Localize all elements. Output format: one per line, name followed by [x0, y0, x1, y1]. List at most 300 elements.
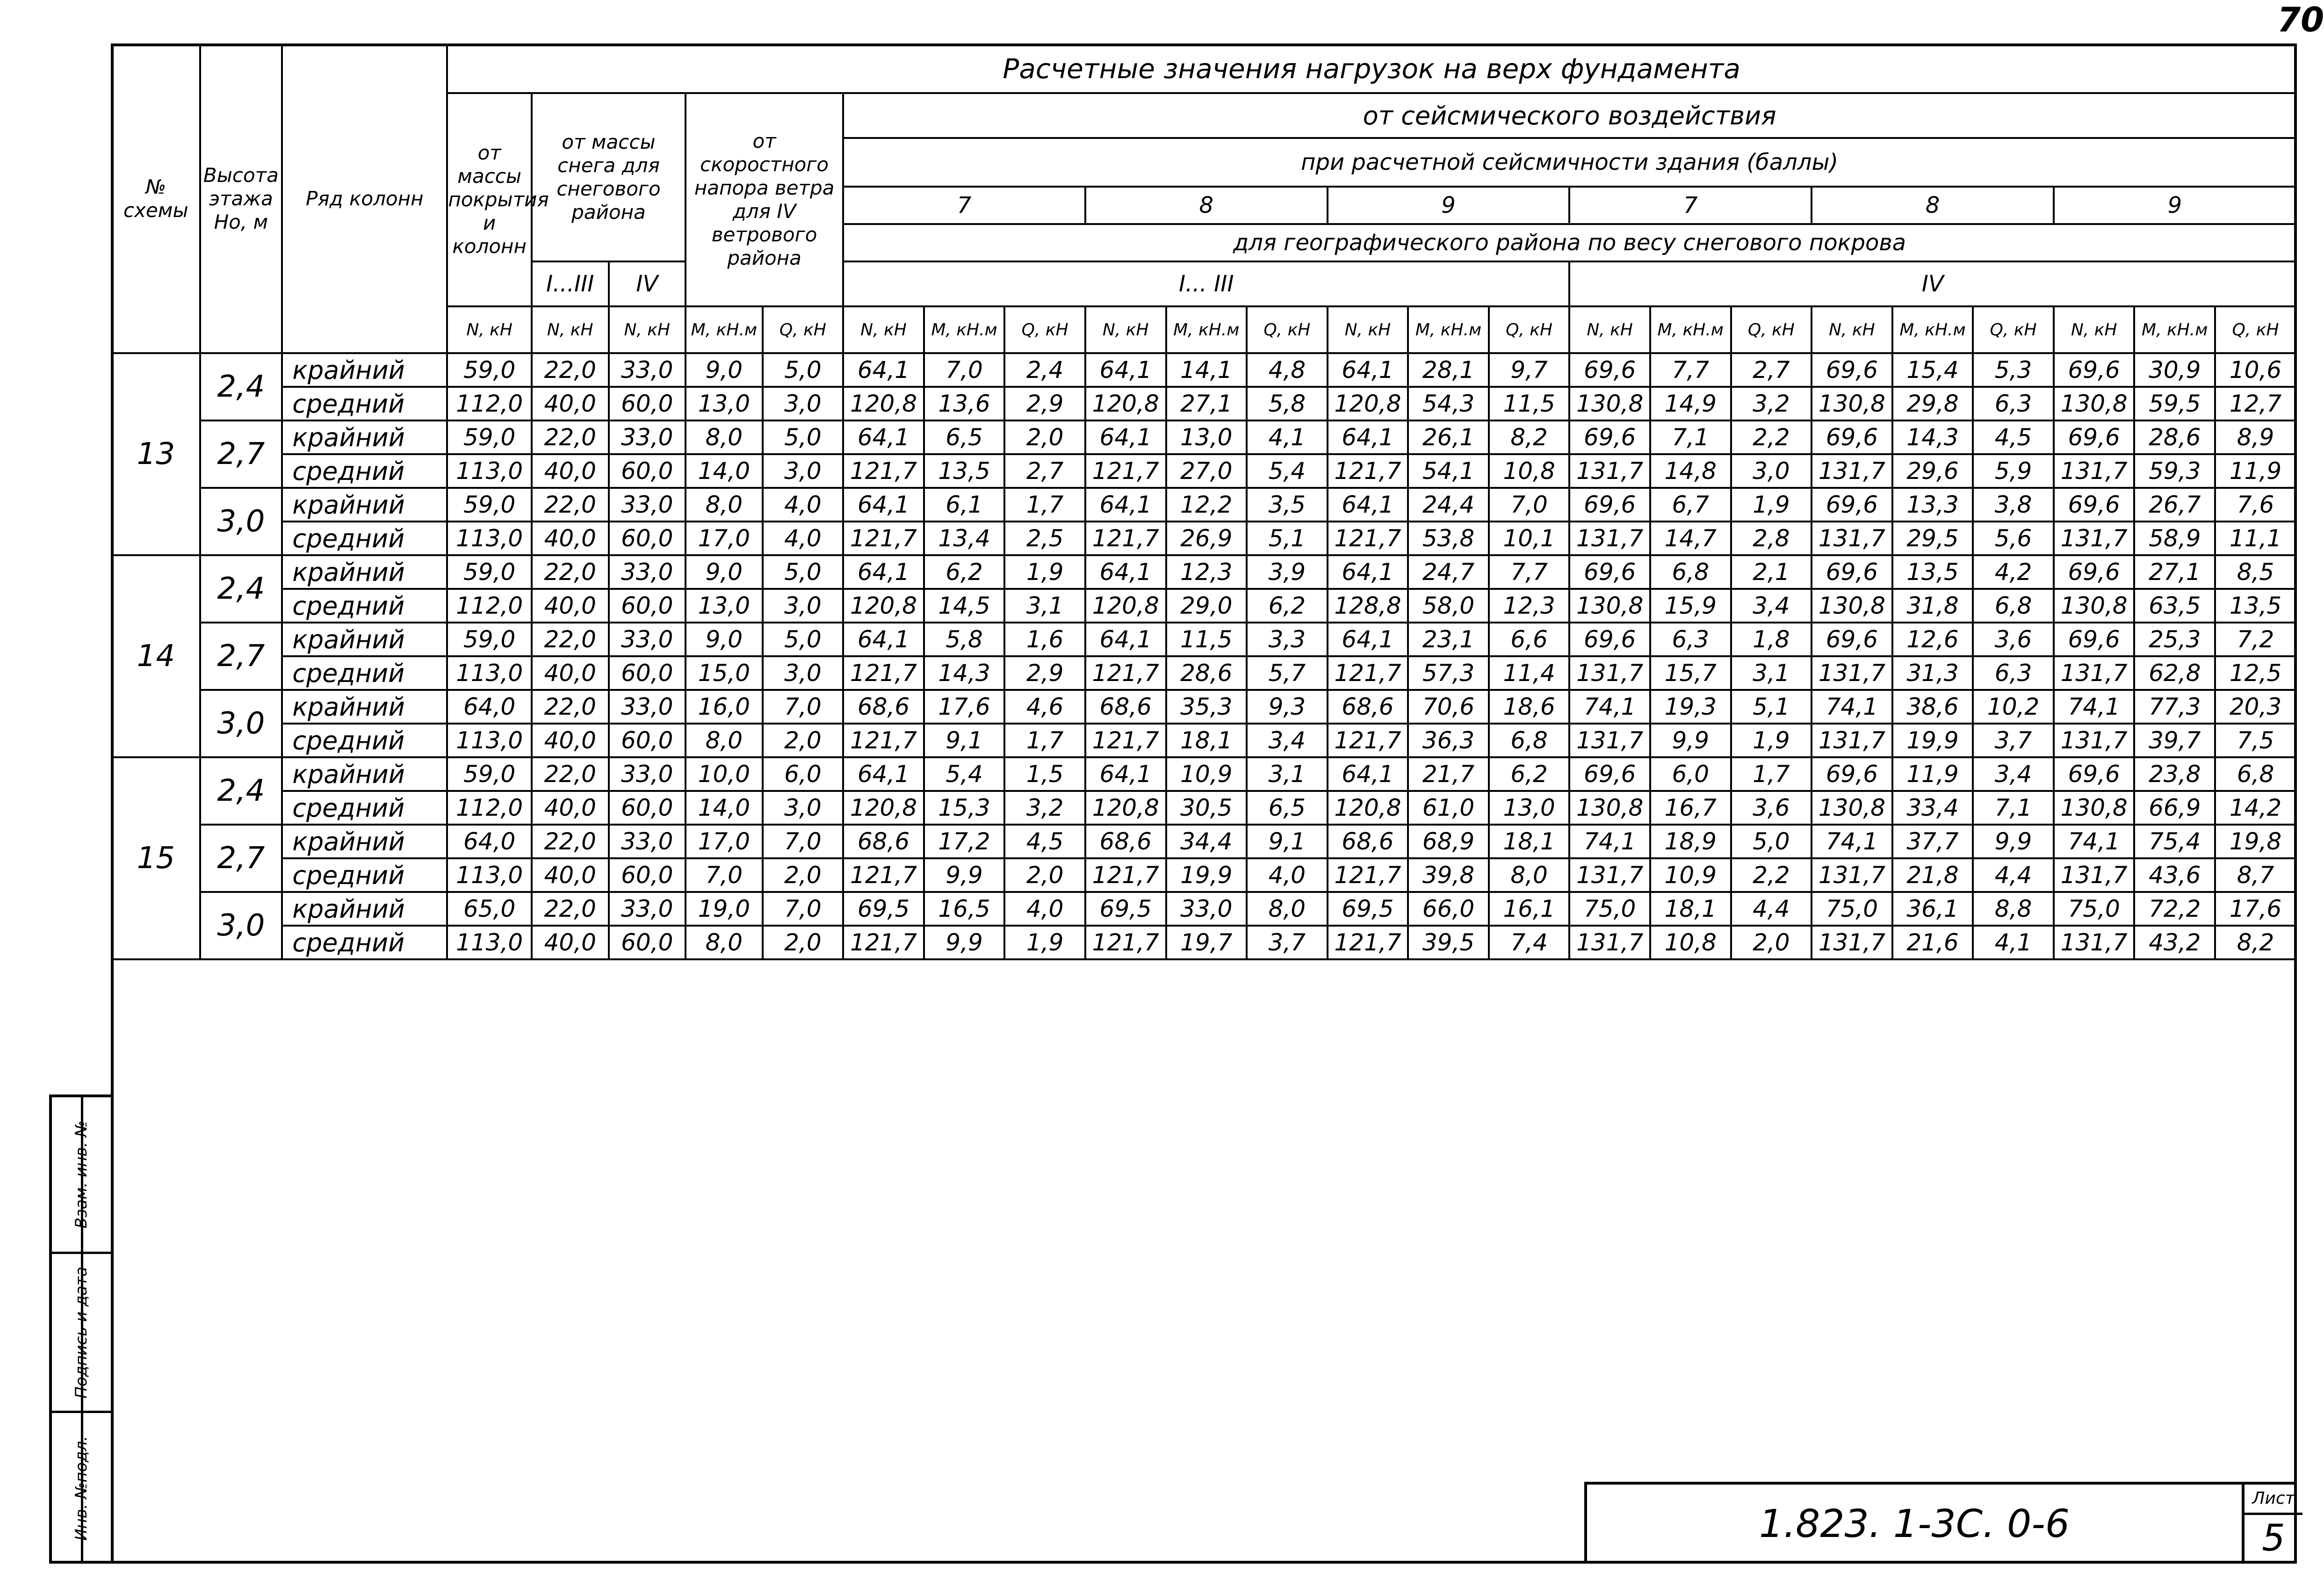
table-cell: 64,1: [843, 420, 924, 454]
table-cell: 3,1: [1247, 757, 1328, 791]
table-cell: 9,3: [1247, 690, 1328, 724]
table-row: [112, 488, 2296, 522]
table-cell: 68,6: [843, 690, 924, 724]
table-cell: 28,1: [1408, 353, 1489, 387]
table-cell: 11,9: [1892, 757, 1973, 791]
table-cell: 131,7: [1812, 454, 1892, 488]
floor-height-value: 3,0: [200, 892, 282, 959]
table-cell: 113,0: [447, 454, 532, 488]
inv-orig-cell: [52, 1411, 111, 1564]
table-cell: 5,4: [1247, 454, 1328, 488]
page-number: 70: [2277, 0, 2324, 39]
table-cell: 70,6: [1408, 690, 1489, 724]
table-cell: 9,9: [1650, 724, 1731, 757]
column-row-label: средний: [282, 589, 447, 623]
table-cell: 131,7: [1812, 926, 1892, 959]
table-cell: 68,6: [1328, 825, 1408, 858]
table-cell: 10,0: [686, 757, 763, 791]
table-cell: 6,7: [1650, 488, 1731, 522]
table-cell: 8,9: [2215, 420, 2296, 454]
table-cell: 3,4: [1731, 589, 1812, 623]
table-cell: 3,7: [1247, 926, 1328, 959]
header-grade: 8: [1085, 187, 1328, 224]
table-cell: 43,2: [2134, 926, 2215, 959]
table-cell: 2,0: [1731, 926, 1812, 959]
header-unit: Q, кН: [2215, 306, 2296, 353]
table-cell: 7,0: [1489, 488, 1570, 522]
table-cell: 66,9: [2134, 791, 2215, 825]
table-cell: 22,0: [532, 488, 609, 522]
table-cell: 3,5: [1247, 488, 1328, 522]
table-cell: 10,6: [2215, 353, 2296, 387]
table-cell: 69,6: [1812, 420, 1892, 454]
table-cell: 39,7: [2134, 724, 2215, 757]
table-cell: 21,7: [1408, 757, 1489, 791]
table-cell: 8,0: [686, 926, 763, 959]
table-cell: 120,8: [843, 387, 924, 420]
table-cell: 69,6: [2054, 488, 2135, 522]
table-cell: 33,0: [609, 353, 686, 387]
table-cell: 43,6: [2134, 858, 2215, 892]
table-cell: 17,0: [686, 522, 763, 555]
table-cell: 40,0: [532, 858, 609, 892]
table-cell: 121,7: [1328, 724, 1408, 757]
table-cell: 9,0: [686, 555, 763, 589]
table-cell: 33,0: [609, 488, 686, 522]
table-cell: 5,3: [1973, 353, 2054, 387]
table-cell: 5,6: [1973, 522, 2054, 555]
table-cell: 64,1: [1085, 555, 1166, 589]
table-cell: 69,6: [2054, 623, 2135, 656]
table-cell: 64,1: [843, 353, 924, 387]
table-cell: 3,7: [1973, 724, 2054, 757]
table-cell: 22,0: [532, 353, 609, 387]
table-cell: 4,4: [1731, 892, 1812, 926]
table-cell: 5,7: [1247, 656, 1328, 690]
table-cell: 60,0: [609, 589, 686, 623]
table-cell: 13,5: [2215, 589, 2296, 623]
table-cell: 131,7: [1569, 522, 1650, 555]
table-cell: 14,5: [924, 589, 1005, 623]
table-cell: 9,0: [686, 353, 763, 387]
table-cell: 130,8: [1812, 589, 1892, 623]
table-cell: 5,4: [924, 757, 1005, 791]
table-cell: 11,4: [1489, 656, 1570, 690]
table-cell: 131,7: [1569, 454, 1650, 488]
header-unit: N, кН: [1085, 306, 1166, 353]
table-cell: 7,1: [1973, 791, 2054, 825]
table-cell: 6,2: [924, 555, 1005, 589]
table-cell: 7,0: [763, 892, 844, 926]
table-cell: 13,0: [1489, 791, 1570, 825]
table-cell: 7,2: [2215, 623, 2296, 656]
header-wind: от скоростного напора ветра для IV ветрового района: [686, 93, 843, 306]
table-cell: 2,9: [1004, 656, 1085, 690]
table-cell: 14,3: [924, 656, 1005, 690]
column-row-label: средний: [282, 724, 447, 757]
table-cell: 130,8: [1812, 791, 1892, 825]
table-cell: 58,0: [1408, 589, 1489, 623]
table-cell: 64,1: [1085, 420, 1166, 454]
table-cell: 26,9: [1166, 522, 1247, 555]
table-cell: 31,3: [1892, 656, 1973, 690]
table-cell: 13,5: [924, 454, 1005, 488]
table-cell: 121,7: [1328, 522, 1408, 555]
table-cell: 69,6: [1569, 623, 1650, 656]
header-snow-i-iii: I...III: [532, 261, 609, 306]
table-cell: 7,1: [1650, 420, 1731, 454]
table-cell: 11,9: [2215, 454, 2296, 488]
side-strip: [49, 1094, 111, 1564]
table-cell: 113,0: [447, 724, 532, 757]
table-cell: 121,7: [1085, 454, 1166, 488]
table-cell: 64,1: [1085, 353, 1166, 387]
table-cell: 131,7: [1569, 926, 1650, 959]
table-cell: 3,0: [763, 791, 844, 825]
header-unit: Q, кН: [1004, 306, 1085, 353]
header-snow: от массы снега для снегового района: [532, 93, 686, 261]
table-cell: 13,6: [924, 387, 1005, 420]
column-row-label: крайний: [282, 892, 447, 926]
table-cell: 60,0: [609, 724, 686, 757]
table-cell: 28,6: [1166, 656, 1247, 690]
table-cell: 30,9: [2134, 353, 2215, 387]
table-cell: 24,4: [1408, 488, 1489, 522]
table-cell: 3,4: [1247, 724, 1328, 757]
table-cell: 30,5: [1166, 791, 1247, 825]
table-cell: 6,1: [924, 488, 1005, 522]
header-grade: 8: [1812, 187, 2054, 224]
table-cell: 5,8: [1247, 387, 1328, 420]
table-cell: 34,4: [1166, 825, 1247, 858]
table-cell: 74,1: [1812, 690, 1892, 724]
table-cell: 1,9: [1731, 488, 1812, 522]
table-cell: 12,6: [1892, 623, 1973, 656]
table-cell: 64,0: [447, 690, 532, 724]
table-cell: 77,3: [2134, 690, 2215, 724]
header-floor-height: Высота этажа Hо, м: [200, 44, 282, 353]
inv-orig-label: Инв. №подл.: [72, 1436, 91, 1541]
table-cell: 2,7: [1731, 353, 1812, 387]
table-cell: 14,0: [686, 454, 763, 488]
table-cell: 69,6: [1812, 353, 1892, 387]
table-cell: 69,6: [2054, 757, 2135, 791]
table-cell: 113,0: [447, 858, 532, 892]
table-row: [112, 522, 2296, 555]
table-cell: 3,0: [763, 387, 844, 420]
table-cell: 65,0: [447, 892, 532, 926]
table-cell: 3,3: [1247, 623, 1328, 656]
table-cell: 2,4: [1004, 353, 1085, 387]
table-cell: 121,7: [843, 926, 924, 959]
table-cell: 33,0: [609, 825, 686, 858]
table-cell: 15,9: [1650, 589, 1731, 623]
table-cell: 6,3: [1973, 656, 2054, 690]
header-unit: M, кН.м: [1650, 306, 1731, 353]
table-row: [112, 454, 2296, 488]
table-cell: 2,2: [1731, 420, 1812, 454]
table-cell: 64,1: [843, 757, 924, 791]
table-cell: 6,5: [1247, 791, 1328, 825]
table-cell: 64,0: [447, 825, 532, 858]
table-cell: 28,6: [2134, 420, 2215, 454]
table-cell: 14,7: [1650, 522, 1731, 555]
table-cell: 18,6: [1489, 690, 1570, 724]
table-cell: 69,6: [1569, 488, 1650, 522]
table-cell: 8,0: [1489, 858, 1570, 892]
table-cell: 6,0: [1650, 757, 1731, 791]
table-cell: 3,2: [1731, 387, 1812, 420]
table-cell: 8,7: [2215, 858, 2296, 892]
table-cell: 121,7: [843, 724, 924, 757]
header-unit: M, кН.м: [2134, 306, 2215, 353]
column-row-label: крайний: [282, 690, 447, 724]
table-cell: 4,8: [1247, 353, 1328, 387]
table-cell: 59,0: [447, 488, 532, 522]
table-cell: 64,1: [843, 623, 924, 656]
table-cell: 9,0: [686, 623, 763, 656]
table-cell: 14,8: [1650, 454, 1731, 488]
table-cell: 22,0: [532, 555, 609, 589]
table-cell: 3,0: [1731, 454, 1812, 488]
table-row: [112, 892, 2296, 926]
table-cell: 23,8: [2134, 757, 2215, 791]
table-cell: 8,2: [2215, 926, 2296, 959]
table-cell: 74,1: [1569, 825, 1650, 858]
table-cell: 6,2: [1247, 589, 1328, 623]
table-cell: 6,8: [1650, 555, 1731, 589]
table-cell: 38,6: [1892, 690, 1973, 724]
header-seismic: от сейсмического воздействия: [843, 93, 2296, 138]
table-cell: 69,6: [1569, 353, 1650, 387]
header-unit: Q, кН: [1731, 306, 1812, 353]
header-column-row: Ряд колонн: [282, 44, 447, 353]
table-cell: 26,1: [1408, 420, 1489, 454]
header-unit: Q, кН: [1489, 306, 1570, 353]
table-cell: 6,2: [1489, 757, 1570, 791]
table-cell: 121,7: [843, 858, 924, 892]
floor-height-value: 3,0: [200, 690, 282, 757]
table-row: [112, 724, 2296, 757]
scheme-number: 14: [112, 555, 200, 757]
table-cell: 131,7: [1569, 656, 1650, 690]
table-cell: 59,0: [447, 623, 532, 656]
table-cell: 66,0: [1408, 892, 1489, 926]
header-seismic-sub: при расчетной сейсмичности здания (баллы): [843, 138, 2296, 187]
table-cell: 64,1: [1328, 757, 1408, 791]
table-row: [112, 791, 2296, 825]
table-cell: 40,0: [532, 656, 609, 690]
header-unit: M, кН.м: [686, 306, 763, 353]
table-cell: 6,6: [1489, 623, 1570, 656]
table-cell: 40,0: [532, 926, 609, 959]
table-cell: 64,1: [1328, 623, 1408, 656]
table-cell: 68,6: [1085, 690, 1166, 724]
table-cell: 16,5: [924, 892, 1005, 926]
table-cell: 63,5: [2134, 589, 2215, 623]
table-cell: 12,5: [2215, 656, 2296, 690]
table-cell: 6,3: [1973, 387, 2054, 420]
table-cell: 4,4: [1973, 858, 2054, 892]
table-cell: 13,3: [1892, 488, 1973, 522]
header-unit: Q, кН: [1247, 306, 1328, 353]
table-cell: 130,8: [1569, 387, 1650, 420]
table-cell: 40,0: [532, 791, 609, 825]
table-cell: 40,0: [532, 387, 609, 420]
table-cell: 59,0: [447, 353, 532, 387]
table-cell: 64,1: [1328, 555, 1408, 589]
header-geo-region: для географического района по весу снегового покрова: [843, 224, 2296, 261]
table-cell: 69,6: [1812, 757, 1892, 791]
table-cell: 68,6: [1328, 690, 1408, 724]
header-unit: M, кН.м: [924, 306, 1005, 353]
table-cell: 18,1: [1489, 825, 1570, 858]
table-cell: 4,5: [1973, 420, 2054, 454]
table-cell: 5,8: [924, 623, 1005, 656]
table-cell: 20,3: [2215, 690, 2296, 724]
table-cell: 60,0: [609, 387, 686, 420]
table-cell: 131,7: [1569, 858, 1650, 892]
table-cell: 64,1: [1328, 488, 1408, 522]
table-cell: 11,1: [2215, 522, 2296, 555]
table-cell: 18,9: [1650, 825, 1731, 858]
table-cell: 69,6: [1569, 420, 1650, 454]
table-cell: 35,3: [1166, 690, 1247, 724]
header-unit: M, кН.м: [1408, 306, 1489, 353]
table-cell: 6,5: [924, 420, 1005, 454]
table-cell: 31,8: [1892, 589, 1973, 623]
table-cell: 120,8: [843, 791, 924, 825]
floor-height-value: 2,7: [200, 420, 282, 488]
sheet-box: [2242, 1485, 2302, 1564]
column-row-label: средний: [282, 522, 447, 555]
table-cell: 121,7: [1085, 926, 1166, 959]
column-row-label: средний: [282, 656, 447, 690]
table-cell: 60,0: [609, 791, 686, 825]
table-cell: 4,0: [1247, 858, 1328, 892]
table-cell: 64,1: [1085, 488, 1166, 522]
table-cell: 113,0: [447, 656, 532, 690]
table-cell: 131,7: [2054, 858, 2135, 892]
table-cell: 113,0: [447, 522, 532, 555]
table-cell: 16,7: [1650, 791, 1731, 825]
table-cell: 12,7: [2215, 387, 2296, 420]
table-cell: 11,5: [1166, 623, 1247, 656]
sheet-number: 5: [2262, 1517, 2285, 1559]
table-cell: 59,0: [447, 420, 532, 454]
header-title: Расчетные значения нагрузок на верх фундамента: [447, 44, 2296, 93]
table-cell: 7,6: [2215, 488, 2296, 522]
table-cell: 121,7: [1328, 926, 1408, 959]
table-cell: 33,0: [609, 420, 686, 454]
table-cell: 22,0: [532, 892, 609, 926]
table-cell: 121,7: [843, 656, 924, 690]
column-row-label: крайний: [282, 420, 447, 454]
table-cell: 64,1: [1085, 757, 1166, 791]
table-cell: 1,8: [1731, 623, 1812, 656]
table-cell: 14,9: [1650, 387, 1731, 420]
table-cell: 5,0: [763, 420, 844, 454]
table-cell: 3,8: [1973, 488, 2054, 522]
table-cell: 13,0: [686, 387, 763, 420]
table-cell: 33,4: [1892, 791, 1973, 825]
table-cell: 59,3: [2134, 454, 2215, 488]
table-cell: 33,0: [609, 690, 686, 724]
table-cell: 8,0: [686, 488, 763, 522]
table-cell: 21,6: [1892, 926, 1973, 959]
table-row: [112, 825, 2296, 858]
table-cell: 17,2: [924, 825, 1005, 858]
header-mass: от массы покрытия и колонн: [447, 93, 532, 306]
table-cell: 22,0: [532, 825, 609, 858]
table-cell: 4,1: [1247, 420, 1328, 454]
table-cell: 131,7: [2054, 724, 2135, 757]
table-cell: 120,8: [1328, 791, 1408, 825]
table-cell: 1,9: [1004, 555, 1085, 589]
table-cell: 112,0: [447, 589, 532, 623]
table-cell: 2,0: [763, 926, 844, 959]
table-cell: 10,2: [1973, 690, 2054, 724]
header-unit: N, кН: [1812, 306, 1892, 353]
header-unit: N, кН: [843, 306, 924, 353]
table-cell: 24,7: [1408, 555, 1489, 589]
table-cell: 1,9: [1731, 724, 1812, 757]
table-cell: 39,5: [1408, 926, 1489, 959]
table-cell: 9,1: [924, 724, 1005, 757]
table-cell: 14,3: [1892, 420, 1973, 454]
table-cell: 69,5: [843, 892, 924, 926]
table-row: [112, 623, 2296, 656]
table-cell: 112,0: [447, 387, 532, 420]
table-cell: 13,5: [1892, 555, 1973, 589]
table-cell: 69,6: [2054, 353, 2135, 387]
table-cell: 9,9: [1973, 825, 2054, 858]
loads-table: [111, 43, 2297, 960]
table-cell: 121,7: [843, 454, 924, 488]
table-cell: 112,0: [447, 791, 532, 825]
table-cell: 22,0: [532, 757, 609, 791]
table-cell: 33,0: [1166, 892, 1247, 926]
header-unit: N, кН: [1328, 306, 1408, 353]
table-cell: 54,3: [1408, 387, 1489, 420]
table-cell: 1,7: [1731, 757, 1812, 791]
table-cell: 60,0: [609, 454, 686, 488]
table-cell: 121,7: [1328, 858, 1408, 892]
table-cell: 14,1: [1166, 353, 1247, 387]
table-cell: 59,0: [447, 757, 532, 791]
column-row-label: средний: [282, 791, 447, 825]
floor-height-value: 2,4: [200, 757, 282, 825]
header-unit: N, кН: [609, 306, 686, 353]
table-cell: 4,2: [1973, 555, 2054, 589]
table-cell: 5,0: [1731, 825, 1812, 858]
table-cell: 2,5: [1004, 522, 1085, 555]
table-cell: 15,0: [686, 656, 763, 690]
table-cell: 130,8: [2054, 791, 2135, 825]
table-cell: 10,8: [1489, 454, 1570, 488]
table-cell: 1,6: [1004, 623, 1085, 656]
header-region-iv: IV: [1569, 261, 2296, 306]
table-cell: 130,8: [1569, 791, 1650, 825]
column-row-label: средний: [282, 858, 447, 892]
table-cell: 3,4: [1973, 757, 2054, 791]
column-row-label: крайний: [282, 623, 447, 656]
column-row-label: крайний: [282, 353, 447, 387]
table-cell: 19,9: [1166, 858, 1247, 892]
table-cell: 3,0: [763, 454, 844, 488]
table-cell: 4,0: [763, 488, 844, 522]
table-cell: 40,0: [532, 454, 609, 488]
